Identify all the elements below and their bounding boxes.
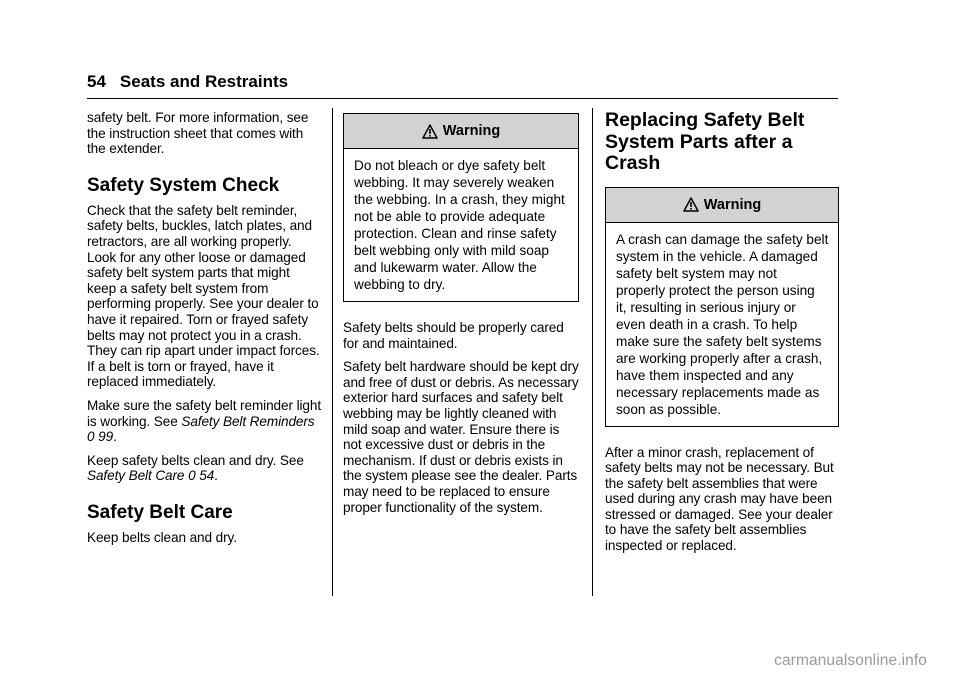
column-2 [343,113,579,523]
care-paragraph: Keep belts clean and dry. [87,529,237,545]
minor-crash-paragraph: After a minor crash, replacement of safety belts may not be necessary. But the safety belt assemblies that were used during any crash may have been stressed or damaged. See your dealer to have the safety belt assemblies inspected or replaced. [605,444,834,554]
care-maintain-paragraph: Safety belts should be properly cared for and maintained. [343,320,564,351]
warning-title: Warning [442,123,501,139]
page-number: 54 [87,72,106,91]
warning-text: A crash can damage the safety belt system in the vehicle. A damaged safety belt system may not properly protect the person using it, resulting in serious injury or even death in a crash. To help make sure the safety belt systems are working properly after a crash, have them inspected and any necessary replacements made as soon as possible. [616,231,829,417]
intro-paragraph: safety belt. For more information, see the instruction sheet that comes with the extender. [87,110,309,157]
safety-check-paragraph: Check that the safety belt reminder, safety belts, buckles, latch plates, and retractors, are all working properly. Look for any other loose or damaged safety belt system parts that might keep a safety belt system from performing properly. See your dealer to have it repaired. Torn or frayed safety belts may not protect you in a crash. They can rip apart under impact forces. If a belt is torn or frayed, have it replaced immediately. [87,202,320,390]
page-header [87,72,838,92]
warning-text: Do not bleach or dye safety belt webbing. It may severely weaken the webbing. In a crash, they might not be able to provide adequate protection. Clean and rinse safety belt webbing only with mild soap and lukewarm water. Allow the webbing to dry. [354,158,565,292]
page-ref: 0 99 [87,429,114,445]
column-3 [605,110,839,562]
warning-header [606,188,838,223]
safety-belt-care-link[interactable]: Safety Belt Care [87,468,185,484]
safety-belt-care-heading: Safety Belt Care [87,501,233,523]
safety-belt-reminders-link[interactable]: Safety Belt Reminders [181,413,315,429]
column-divider [332,108,333,596]
reminder-paragraph: Make sure the safety belt reminder light is working. See Safety Belt Reminders 0 99. [87,397,322,445]
clean-paragraph: Keep safety belts clean and dry. See Safety Belt Care 0 54. [87,452,304,484]
warning-header [344,114,578,149]
column-divider [592,108,593,596]
warning-triangle-icon [422,124,438,139]
warning-box [343,113,579,302]
warning-triangle-icon [683,197,699,212]
warning-title: Warning [703,196,762,213]
safety-system-check-heading: Safety System Check [87,174,280,196]
column-1 [87,110,321,553]
header-rule [87,98,838,99]
replacing-parts-heading: Replacing Safety Belt System Parts after a Crash [605,109,805,174]
watermark: carmanualsonline.info [774,652,927,669]
warning-box [605,187,839,427]
hardware-paragraph: Safety belt hardware should be kept dry and free of dust or debris. As necessary exterior hard surfaces and safety belt webbing may be lightly cleaned with mild soap and water. Ensure there is not excessive dust or debris in the mechanism. If dust or debris exists in the system please see the dealer. Parts may need to be replaced to ensure proper functionality of the system. [343,359,579,515]
section-title: Seats and Restraints [119,72,289,91]
page-ref: 0 54 [188,468,215,484]
